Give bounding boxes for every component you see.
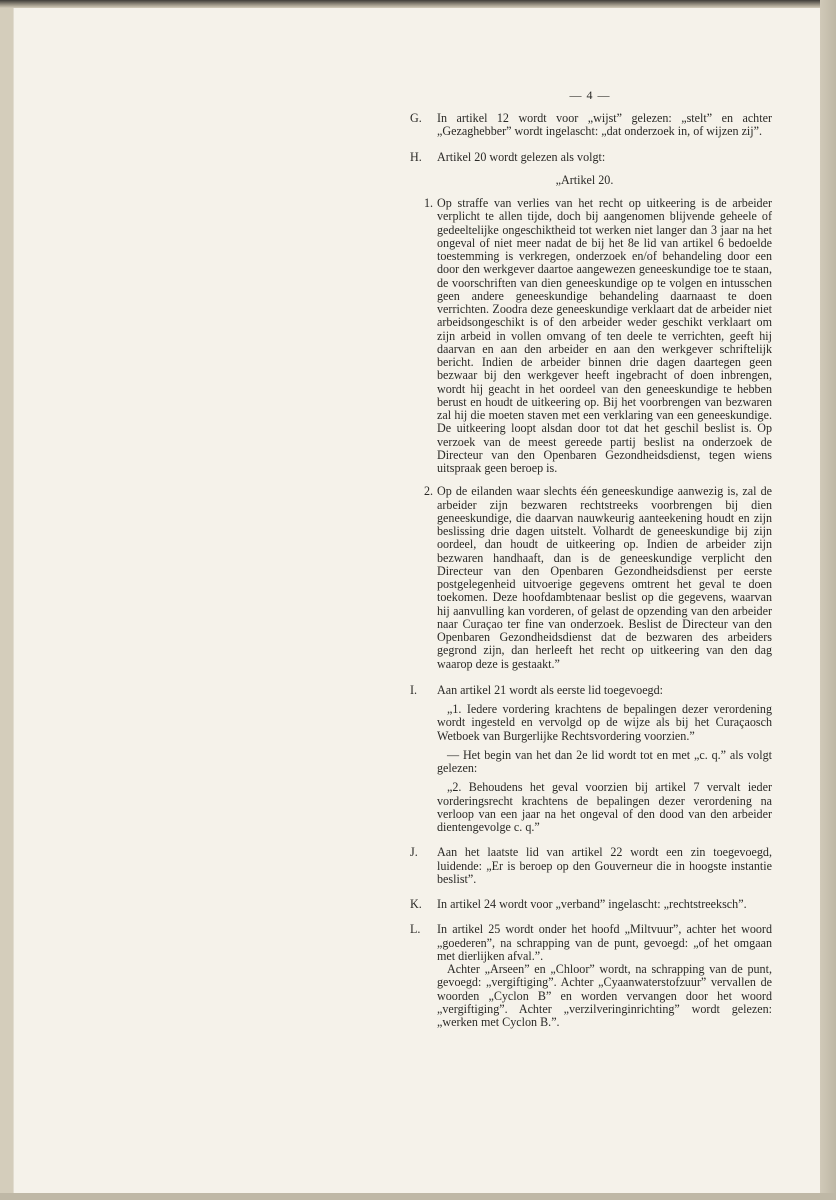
item-g [410,112,772,139]
item-letter: K. [410,897,422,911]
item-text: In artikel 12 wordt voor „wijst” gelezen: „stelt” en achter „Gezaghebber” wordt ingelascht: „dat onderzoek in, of wijzen zij”. [437,111,772,139]
sub-text: Op straffe van verlies van het recht op uitkeering is de arbeider verplicht te allen tijde, doch bij aangenomen blijvende geheele of gedeeltelijke ongeschiktheid tot werken niet langer dan 3 jaar na het ongeval of niet meer nadat de bij het 8e lid van artikel 6 bedoelde toestemming is verkregen, onderzoek en/of behandeling door een door den werkgever daartoe aangewezen geneeskundige toe te staan, de voorschriften van dien geneeskundige op te volgen en intusschen geen andere geneeskundige behandeling daarnaast te doen verrichten. Zoodra deze geneeskundige verklaart dat de arbeider niet arbeidsongeschikt is of den arbeider weder geschikt verklaart om zijn arbeid in vollen omvang of ten deele te verrichten, geeft hij daarvan en aan den arbeider en aan den werkgever schriftelijk bericht. Indien de arbeider binnen drie dagen daartegen geen bezwaar bij den werkgever heeft ingebracht of doen inbrengen, wordt hij geacht in het oordeel van den geneeskundige te hebben berust en houdt de uitkeering op. Bij het voorbrengen van bezwaren zal hij die moeten staven met een verklaring van een geneeskundige. De uitkeering loopt alsdan door tot dat het geschil beslist is. Op verzoek van de meest gereede partij beslist na onderzoek de Directeur van den Openbaren Gezondheidsdienst, tegen wiens uitspraak geen beroep is. [437,196,772,475]
note-text: — Het begin van het dan 2e lid wordt tot en met „c. q.” als volgt gelezen: [437,747,772,775]
item-letter: L. [410,922,421,937]
scan-bottom-edge [0,1193,836,1200]
sub-number: 1. [424,196,434,210]
item-text: Aan artikel 21 wordt als eerste lid toegevoegd: [437,682,664,697]
scan-top-shadow [0,0,836,8]
item-letter: H. [410,149,422,164]
item-l [410,923,772,1029]
item-letter: J. [410,845,418,860]
sub-text: Op de eilanden waar slechts één geneeskundige aanwezig is, zal de arbeider zijn bezwaren rechtstreeks voorbrengen bij dien geneeskundige, die daarvan nauwkeurig aanteekening houdt en zijn beslissing drie dagen uitstelt. Volhardt de geneeskundige bij zijn oordeel, dan houdt de uitkeering op. Indien de arbeider zijn bezwaren handhaaft, dan is de geneeskundige verplicht den Directeur van den Openbaren Gezondheidsdienst per eerste postgelegenheid uitvoerige gegevens omtrent het geval te doen toekomen. Deze hoofdambtenaar beslist op die gegevens, waarvan hij aanvulling kan vorderen, of gelast de opzending van den arbeider naar Curaçao ter fine van onderzoek. Beslist de Directeur van den Openbaren Gezondheidsdienst dat de bezwaren des arbeiders gegrond zijn, dan herleeft het recht op uitkeering van den dag waarop deze is gestaakt.” [437,484,772,671]
item-h [410,151,772,671]
item-letter: I. [410,682,418,697]
item-text-continued: Achter „Arseen” en „Chloor” wordt, na schrapping van de punt, gevoegd: „vergiftiging”. Achter „Cyaanwaterstofzuur” vervallen de woorden „Cyclon B” en worden vervangen door het woord „vergiftiging”. Achter „verzilveringinrichting” wordt gelezen: „werken met Cyclon B.”. [437,962,772,1029]
sub-number: 2. [424,484,434,499]
scan-right-edge [820,0,836,1200]
item-k [410,898,772,911]
sub-paragraph-1 [410,197,772,475]
quote-first-paragraph: „1. Iedere vordering krachtens de bepalingen dezer verordening wordt ingesteld en vervolgd op de wijze als bij het Curaçaosch Wetboek van Burgerlijke Rechtsvordering voorzien.” [437,702,772,743]
item-i [410,684,772,835]
item-text: In artikel 25 wordt onder het hoofd „Miltvuur”, achter het woord „goederen”, na schrapping van de punt, gevoegd: „of het omgaan met dierlijken afval.”. [437,922,772,963]
item-letter: G. [410,111,422,125]
item-text: Artikel 20 wordt gelezen als volgt: [437,149,606,164]
sub-paragraph-2 [410,485,772,671]
quote-second-paragraph: „2. Behoudens het geval voorzien bij artikel 7 vervalt ieder vorderingsrecht krachtens de bepalingen dezer verordening na verloop van een jaar na het ongeval of den dood van den arbeider dientengevolge c. q.” [437,780,772,834]
page-number: — 4 — [569,88,611,102]
item-j [410,846,772,886]
item-text: In artikel 24 wordt voor „verband” ingelascht: „rechtstreeksch”. [437,897,747,911]
document-body [410,112,772,1029]
item-text: Aan het laatste lid van artikel 22 wordt een zin toegevoegd, luidende: „Er is beroep op den Gouverneur die in hoogste instantie beslist”. [437,845,772,886]
article-heading: „Artikel 20. [555,172,614,187]
